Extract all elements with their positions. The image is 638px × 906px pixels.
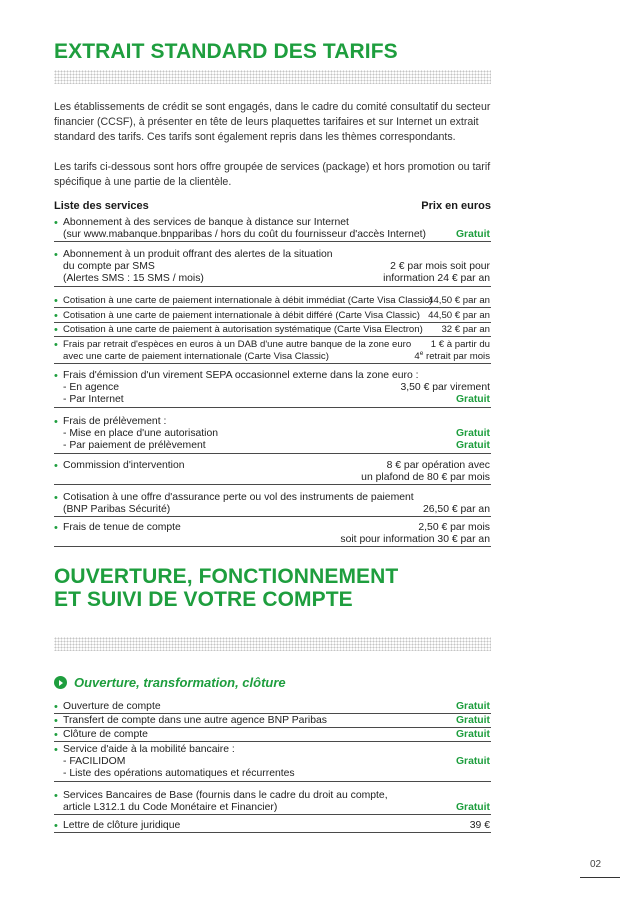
bullet-icon: • <box>54 460 58 472</box>
service-price <box>456 440 490 452</box>
section-title-ouverture <box>54 565 398 611</box>
service-label: article L312.1 du Code Monétaire et Financier) <box>63 802 278 814</box>
service-line <box>54 295 491 307</box>
service-line <box>54 261 491 273</box>
service-label: Frais par retrait d'espèces en euros à un DAB d'une autre banque de la zone euro <box>63 339 412 350</box>
service-row <box>54 522 491 547</box>
service-row <box>54 370 491 408</box>
services-list-header <box>54 199 491 213</box>
intro-line: Les établissements de crédit se sont engagés, dans le cadre du comité consultatif du secteur <box>54 101 491 113</box>
price-text: 1 € à partir du <box>430 339 490 350</box>
price-text: Gratuit <box>455 756 490 768</box>
service-line <box>54 416 491 428</box>
price-text: 2,50 € par mois <box>418 522 490 533</box>
service-price <box>456 802 490 814</box>
price-text: 44,50 € par an <box>428 310 490 321</box>
price-text: Gratuit <box>455 802 490 814</box>
service-line <box>54 217 491 229</box>
service-line <box>54 351 491 363</box>
service-row <box>54 416 491 454</box>
service-row <box>54 715 491 728</box>
service-line <box>54 715 491 727</box>
service-label: Commission d'intervention <box>63 460 185 471</box>
price-text: Gratuit <box>455 229 490 241</box>
service-price <box>456 229 490 241</box>
service-price <box>456 394 490 406</box>
service-price <box>456 729 490 741</box>
bullet-icon: • <box>54 295 58 307</box>
service-label: Clôture de compte <box>63 729 148 740</box>
price-text: 8 € par opération avec <box>386 460 490 471</box>
service-line <box>54 249 491 261</box>
service-price <box>390 261 490 273</box>
chevron-right-circle-icon <box>54 676 67 689</box>
service-line <box>54 394 491 406</box>
service-label: Frais de prélèvement : <box>63 416 167 427</box>
service-price <box>431 339 490 351</box>
service-price <box>441 324 490 336</box>
service-row <box>54 790 491 815</box>
service-label: (sur www.mabanque.bnpparibas / hors du coût du fournisseur d'accès Internet) <box>63 229 426 241</box>
service-line <box>54 310 491 322</box>
service-line <box>54 802 491 814</box>
service-price <box>400 382 490 394</box>
bullet-icon: • <box>54 492 58 504</box>
service-label: - Liste des opérations automatiques et récurrentes <box>63 768 295 780</box>
price-text: un plafond de 80 € par mois <box>361 472 490 484</box>
price-text: Gratuit <box>455 729 490 740</box>
bullet-icon: • <box>54 729 58 741</box>
service-row <box>54 492 491 517</box>
service-line <box>54 744 491 756</box>
service-row <box>54 217 491 242</box>
service-line <box>54 522 491 534</box>
service-price <box>470 820 490 832</box>
service-label: - Par Internet <box>63 394 124 406</box>
service-label: Frais d'émission d'un virement SEPA occasionnel externe dans la zone euro : <box>63 370 419 381</box>
note-line: spécifique à une partie de la clientèle. <box>54 176 232 188</box>
service-label: Abonnement à un produit offrant des alertes de la situation <box>63 249 333 260</box>
bullet-icon: • <box>54 324 58 336</box>
section-title-tarifs: EXTRAIT STANDARD DES TARIFS <box>54 40 398 63</box>
note-paragraph <box>54 160 494 190</box>
service-line <box>54 273 491 285</box>
price-text: Gratuit <box>455 428 490 440</box>
list-header-right: Prix en euros <box>421 200 491 212</box>
service-label: Abonnement à des services de banque à distance sur Internet <box>63 217 349 228</box>
service-row <box>54 324 491 337</box>
service-label: avec une carte de paiement internationale (Carte Visa Classic) <box>63 351 329 363</box>
price-text: information 24 € par an <box>383 273 490 285</box>
service-price <box>418 522 490 534</box>
service-price <box>423 504 490 516</box>
price-text: soit pour information 30 € par an <box>340 534 490 546</box>
service-line <box>54 756 491 768</box>
service-label: (Alertes SMS : 15 SMS / mois) <box>63 273 204 285</box>
price-text: Gratuit <box>455 715 490 726</box>
price-text: Gratuit <box>455 701 490 712</box>
service-price <box>383 273 490 285</box>
service-price <box>456 715 490 727</box>
service-row <box>54 310 491 323</box>
service-row <box>54 295 491 308</box>
service-line <box>54 339 491 351</box>
page-number-rule <box>580 877 620 878</box>
price-suffix: retrait par mois <box>423 351 490 363</box>
service-row <box>54 820 491 833</box>
service-line <box>54 504 491 516</box>
service-line <box>54 472 491 484</box>
bullet-icon: • <box>54 249 58 261</box>
service-line <box>54 370 491 382</box>
bullet-icon: • <box>54 339 58 351</box>
price-text: Gratuit <box>455 394 490 406</box>
intro-line: financier (CCSF), à présenter en tête de leurs plaquettes tarifaires et sur Internet un extrait <box>54 116 479 128</box>
service-line <box>54 324 491 336</box>
list-header-left: Liste des services <box>54 200 149 212</box>
service-price <box>387 460 490 472</box>
service-line <box>54 534 491 546</box>
dotted-divider <box>54 70 491 84</box>
price-text: 44,50 € par an <box>428 295 490 306</box>
service-line <box>54 729 491 741</box>
service-label: - Par paiement de prélèvement <box>63 440 206 452</box>
service-label: - En agence <box>63 382 120 394</box>
service-row <box>54 744 491 782</box>
price-text: 39 € <box>469 820 490 831</box>
subheading-text: Ouverture, transformation, clôture <box>74 675 286 690</box>
service-price <box>428 310 490 322</box>
service-row <box>54 460 491 485</box>
service-label: Cotisation à une offre d'assurance perte ou vol des instruments de paiement <box>63 492 414 503</box>
bullet-icon: • <box>54 522 58 534</box>
service-line <box>54 460 491 472</box>
service-line <box>54 790 491 802</box>
bullet-icon: • <box>54 820 58 832</box>
price-text: 2 € par mois soit pour <box>390 261 490 273</box>
bullet-icon: • <box>54 744 58 756</box>
bullet-icon: • <box>54 790 58 802</box>
service-price <box>456 701 490 713</box>
service-line <box>54 440 491 452</box>
service-price <box>428 295 490 307</box>
service-line <box>54 768 491 780</box>
service-price <box>361 472 490 484</box>
price-text: 3,50 € par virement <box>400 382 490 394</box>
service-line <box>54 382 491 394</box>
price-text: 4 <box>414 351 420 363</box>
service-label: Lettre de clôture juridique <box>63 820 181 831</box>
price-text: 32 € par an <box>441 324 490 335</box>
bullet-icon: • <box>54 310 58 322</box>
service-label: Cotisation à une carte de paiement internationale à débit immédiat (Carte Visa Classic) <box>63 295 433 306</box>
bullet-icon: • <box>54 370 58 382</box>
service-label: Cotisation à une carte de paiement à autorisation systématique (Carte Visa Electron) <box>63 324 423 335</box>
service-label: - FACILIDOM <box>63 756 126 768</box>
bullet-icon: • <box>54 416 58 428</box>
service-row <box>54 249 491 287</box>
service-row <box>54 701 491 714</box>
section-title-line: OUVERTURE, FONCTIONNEMENT <box>54 565 399 588</box>
service-label: - Mise en place d'une autorisation <box>63 428 219 440</box>
service-row <box>54 729 491 742</box>
service-label: Service d'aide à la mobilité bancaire : <box>63 744 235 755</box>
service-label: Transfert de compte dans une autre agence BNP Paribas <box>63 715 327 726</box>
service-line <box>54 492 491 504</box>
bullet-icon: • <box>54 217 58 229</box>
dotted-divider <box>54 637 491 651</box>
bullet-icon: • <box>54 701 58 713</box>
service-row <box>54 339 491 364</box>
service-label: Ouverture de compte <box>63 701 161 712</box>
service-price <box>340 534 490 546</box>
service-price <box>456 428 490 440</box>
price-superscript: e <box>419 350 424 357</box>
price-text: 26,50 € par an <box>422 504 490 516</box>
service-label: du compte par SMS <box>63 261 155 273</box>
note-line: Les tarifs ci-dessous sont hors offre groupée de services (package) et hors promotion ou tarif <box>54 161 491 173</box>
service-price <box>456 756 490 768</box>
service-label: Frais de tenue de compte <box>63 522 181 533</box>
price-text: Gratuit <box>455 440 490 452</box>
page-number: 02 <box>590 859 602 870</box>
service-line <box>54 428 491 440</box>
service-label: (BNP Paribas Sécurité) <box>63 504 171 516</box>
intro-line: standard des tarifs. Ces tarifs sont également repris dans les thèmes correspondants. <box>54 131 456 143</box>
bullet-icon: • <box>54 715 58 727</box>
service-line <box>54 701 491 713</box>
service-line <box>54 820 491 832</box>
service-line <box>54 229 491 241</box>
intro-paragraph <box>54 100 494 145</box>
service-label: Services Bancaires de Base (fournis dans le cadre du droit au compte, <box>63 790 388 801</box>
service-price <box>414 351 490 363</box>
service-label: Cotisation à une carte de paiement internationale à débit différé (Carte Visa Classic) <box>63 310 420 321</box>
section-title-line: ET SUIVI DE VOTRE COMPTE <box>54 588 353 611</box>
